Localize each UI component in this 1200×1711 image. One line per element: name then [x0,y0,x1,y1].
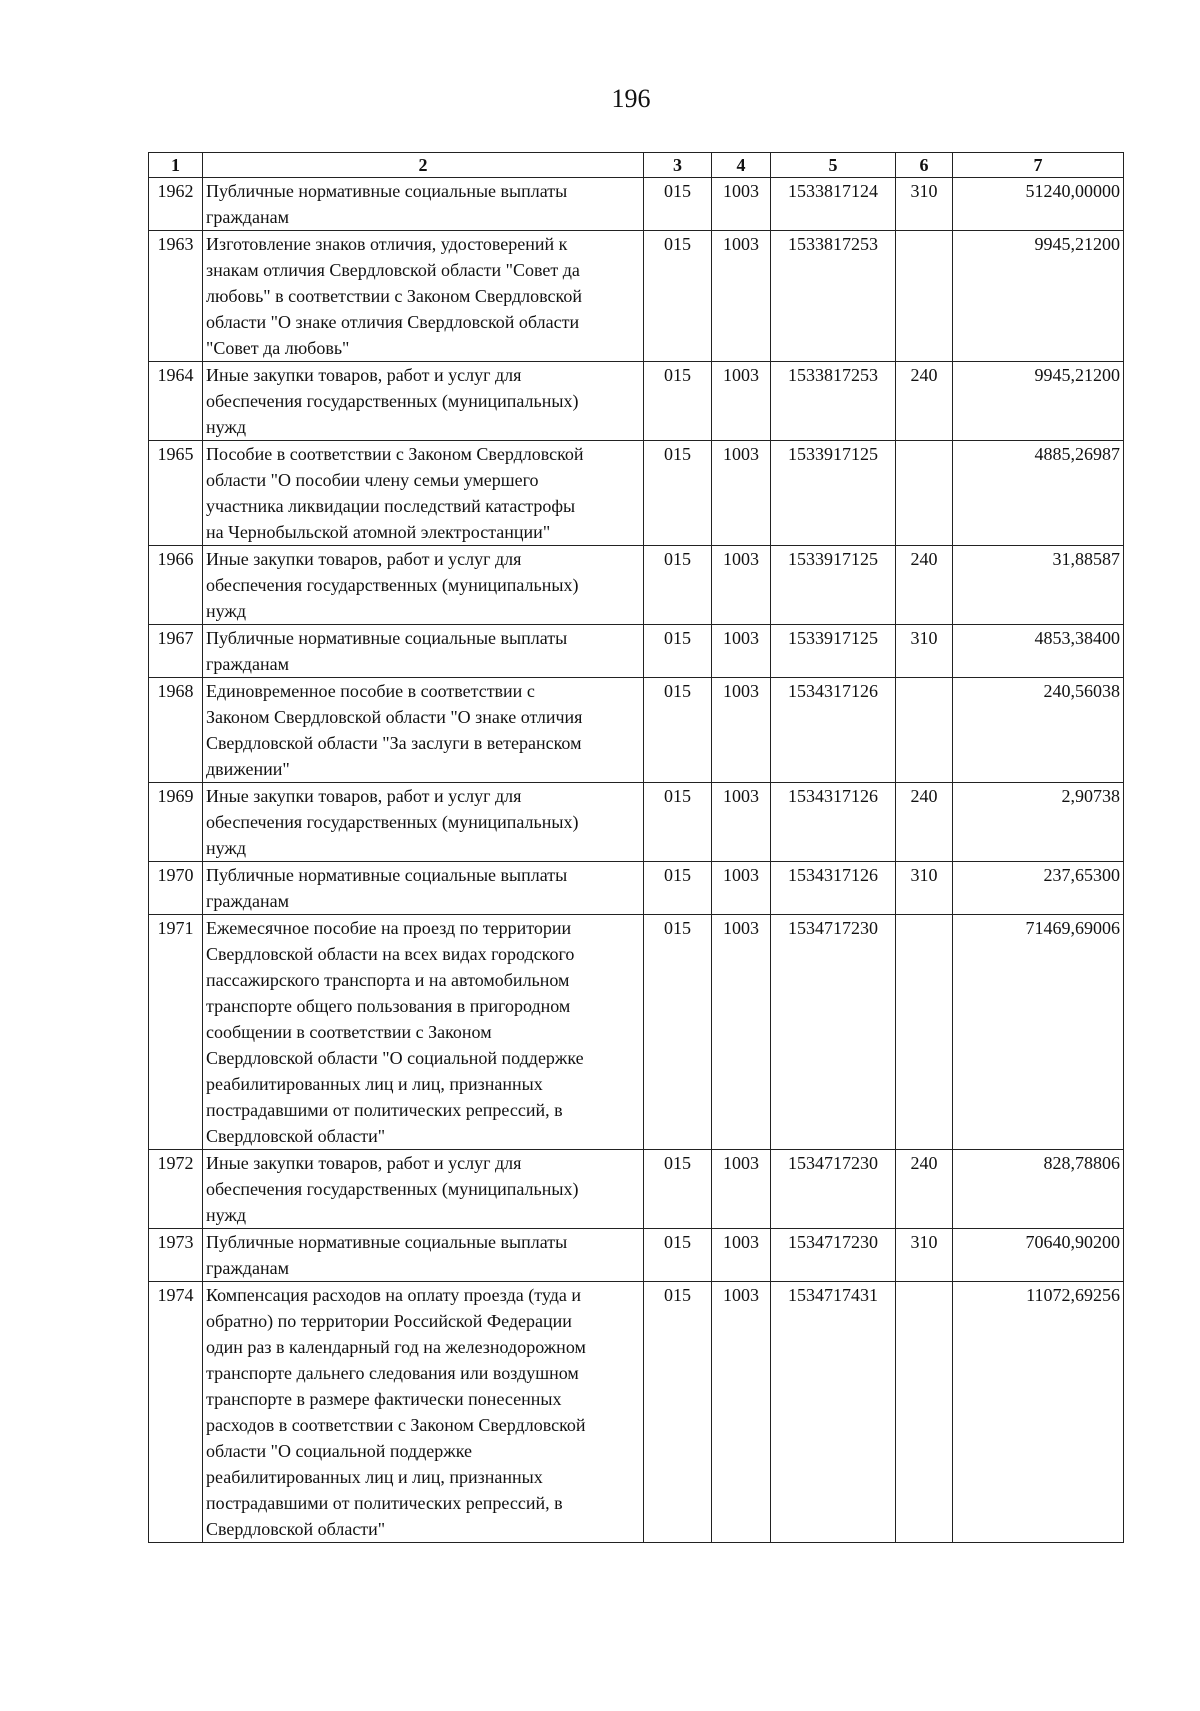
row-code-6 [896,915,953,1150]
row-code-4: 1003 [712,1229,771,1282]
row-number: 1967 [149,625,203,678]
table-row [149,441,1124,546]
table-row [149,546,1124,625]
row-name-cell [203,441,644,546]
row-name-cell [203,625,644,678]
row-code-4: 1003 [712,1150,771,1229]
table-row [149,915,1124,1150]
row-name: Пособие в соответствии с Законом Свердловской области "О пособии члену семьи умершего участника ликвидации последствий катастрофы на Чернобыльской атомной электростанции" [206,444,584,542]
row-code-5: 1533917125 [771,441,896,546]
row-name: Иные закупки товаров, работ и услуг для обеспечения государственных (муниципальных) нужд [206,549,579,621]
table-row [149,178,1124,231]
row-amount: 237,65300 [953,862,1124,915]
row-name-cell [203,783,644,862]
row-name-cell [203,915,644,1150]
row-name: Публичные нормативные социальные выплаты гражданам [206,1232,568,1278]
row-code-3: 015 [644,915,712,1150]
row-amount: 71469,69006 [953,915,1124,1150]
table-row [149,678,1124,783]
row-code-3: 015 [644,625,712,678]
row-code-4: 1003 [712,441,771,546]
row-amount: 828,78806 [953,1150,1124,1229]
column-header: 2 [203,153,644,178]
row-code-5: 1534317126 [771,862,896,915]
row-amount: 4853,38400 [953,625,1124,678]
row-number: 1968 [149,678,203,783]
row-amount: 240,56038 [953,678,1124,783]
row-number: 1970 [149,862,203,915]
header-row [149,153,1124,178]
row-code-6 [896,1282,953,1543]
row-name: Публичные нормативные социальные выплаты гражданам [206,628,568,674]
row-code-6: 310 [896,1229,953,1282]
row-name: Ежемесячное пособие на проезд по территории Свердловской области на всех видах городского пассажирского транспорта и на автомобильном транспорте общего пользования в пригородном сообщении в соответствии с Законом Свердловской области "О социальной поддержке реабилитированных лиц и лиц, признанных пострадавшими от политических репрессий, в Свердловской области" [206,918,584,1146]
row-number: 1974 [149,1282,203,1543]
row-name: Изготовление знаков отличия, удостоверений к знакам отличия Свердловской области "Совет да любовь" в соответствии с Законом Свердловской области "О знаке отличия Свердловской области "Совет да любовь" [206,234,582,358]
table-row [149,1229,1124,1282]
row-name: Иные закупки товаров, работ и услуг для обеспечения государственных (муниципальных) нужд [206,365,579,437]
row-number: 1971 [149,915,203,1150]
row-name-cell [203,1282,644,1543]
row-code-4: 1003 [712,625,771,678]
row-number: 1973 [149,1229,203,1282]
row-code-4: 1003 [712,1282,771,1543]
row-code-4: 1003 [712,915,771,1150]
row-code-4: 1003 [712,362,771,441]
row-name: Публичные нормативные социальные выплаты гражданам [206,181,568,227]
row-name-cell [203,1229,644,1282]
row-code-5: 1534317126 [771,678,896,783]
row-code-6: 240 [896,362,953,441]
row-name-cell [203,1150,644,1229]
row-code-4: 1003 [712,546,771,625]
row-code-6: 310 [896,862,953,915]
row-code-5: 1534717230 [771,1150,896,1229]
table-row [149,362,1124,441]
row-amount: 70640,90200 [953,1229,1124,1282]
table-row [149,625,1124,678]
row-name-cell [203,678,644,783]
row-name: Компенсация расходов на оплату проезда (туда и обратно) по территории Российской Федерации один раз в календарный год на железнодорожном транспорте дальнего следования или воздушном транспорте в размере фактически понесенных расходов в соответствии с Законом Свердловской области "О социальной поддержке реабилитированных лиц и лиц, признанных пострадавшими от политических репрессий, в Свердловской области" [206,1285,586,1539]
row-code-6: 310 [896,178,953,231]
column-header: 3 [644,153,712,178]
table-row [149,1150,1124,1229]
row-code-5: 1534717230 [771,1229,896,1282]
row-name-cell [203,231,644,362]
row-code-4: 1003 [712,178,771,231]
row-amount: 31,88587 [953,546,1124,625]
table-row [149,862,1124,915]
row-code-5: 1533817253 [771,231,896,362]
row-name-cell [203,178,644,231]
row-name-cell [203,362,644,441]
row-name: Иные закупки товаров, работ и услуг для обеспечения государственных (муниципальных) нужд [206,1153,579,1225]
row-amount: 11072,69256 [953,1282,1124,1543]
row-code-4: 1003 [712,231,771,362]
row-code-5: 1533917125 [771,546,896,625]
row-code-4: 1003 [712,783,771,862]
row-code-6: 240 [896,546,953,625]
table-row [149,783,1124,862]
row-name-cell [203,546,644,625]
row-number: 1962 [149,178,203,231]
column-header: 7 [953,153,1124,178]
column-header: 4 [712,153,771,178]
row-code-3: 015 [644,546,712,625]
row-code-5: 1534317126 [771,783,896,862]
budget-table [148,152,1124,1543]
column-header: 1 [149,153,203,178]
row-number: 1964 [149,362,203,441]
row-code-3: 015 [644,862,712,915]
page-number: 196 [611,84,651,113]
row-name-cell [203,862,644,915]
row-number: 1963 [149,231,203,362]
table-row [149,1282,1124,1543]
row-name: Иные закупки товаров, работ и услуг для обеспечения государственных (муниципальных) нужд [206,786,579,858]
row-code-4: 1003 [712,862,771,915]
row-code-6: 240 [896,1150,953,1229]
row-code-3: 015 [644,178,712,231]
row-name: Публичные нормативные социальные выплаты гражданам [206,865,568,911]
row-code-3: 015 [644,783,712,862]
row-amount: 51240,00000 [953,178,1124,231]
row-amount: 4885,26987 [953,441,1124,546]
row-code-3: 015 [644,1229,712,1282]
row-number: 1965 [149,441,203,546]
row-code-4: 1003 [712,678,771,783]
row-code-3: 015 [644,362,712,441]
row-number: 1972 [149,1150,203,1229]
table-row [149,231,1124,362]
row-code-5: 1534717230 [771,915,896,1150]
row-code-6 [896,441,953,546]
row-number: 1966 [149,546,203,625]
table-body [149,178,1124,1543]
row-code-6: 240 [896,783,953,862]
row-code-6: 310 [896,625,953,678]
row-code-5: 1534717431 [771,1282,896,1543]
row-code-3: 015 [644,231,712,362]
row-amount: 9945,21200 [953,362,1124,441]
row-amount: 2,90738 [953,783,1124,862]
row-code-3: 015 [644,678,712,783]
row-code-5: 1533917125 [771,625,896,678]
row-code-6 [896,231,953,362]
row-code-3: 015 [644,1150,712,1229]
column-header: 5 [771,153,896,178]
row-code-6 [896,678,953,783]
row-code-5: 1533817253 [771,362,896,441]
row-amount: 9945,21200 [953,231,1124,362]
row-code-3: 015 [644,441,712,546]
row-number: 1969 [149,783,203,862]
row-name: Единовременное пособие в соответствии с Законом Свердловской области "О знаке отличия Свердловской области "За заслуги в ветеранском движении" [206,681,583,779]
row-code-5: 1533817124 [771,178,896,231]
row-code-3: 015 [644,1282,712,1543]
column-header: 6 [896,153,953,178]
